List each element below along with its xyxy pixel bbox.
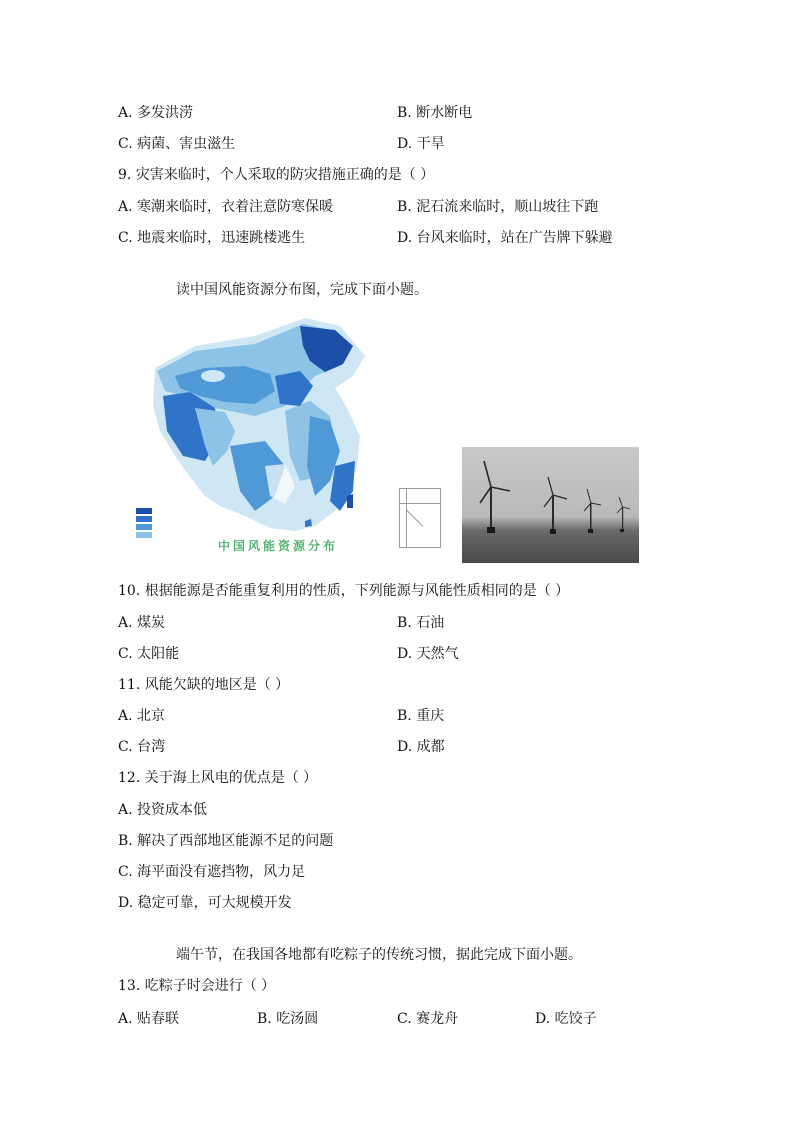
- q9-option-d: D. 台风来临时，站在广告牌下躲避: [397, 230, 613, 246]
- legend-swatch: [136, 508, 152, 514]
- q8-option-d: D. 干旱: [397, 136, 445, 152]
- q11-option-d: D. 成都: [397, 739, 445, 755]
- offshore-wind-turbines-photo: [462, 447, 639, 563]
- q8-option-c: C. 病菌、害虫滋生: [118, 136, 236, 152]
- q9-option-c: C. 地震来临时，迅速跳楼逃生: [118, 230, 306, 246]
- q10-stem: 10. 根据能源是否能重复利用的性质，下列能源与风能性质相同的是（ ）: [118, 583, 570, 599]
- q13-option-d: D. 吃饺子: [535, 1011, 597, 1027]
- q9-option-a: A. 寒潮来临时，衣着注意防寒保暖: [118, 199, 334, 215]
- wind-turbine-illustration: [462, 447, 639, 563]
- china-map-image: [135, 316, 375, 564]
- south-china-sea-inset: [399, 488, 441, 548]
- map-caption: 中国风能资源分布: [218, 539, 339, 553]
- q11-option-c: C. 台湾: [118, 739, 166, 755]
- q10-option-d: D. 天然气: [397, 646, 459, 662]
- q11-stem: 11. 风能欠缺的地区是（ ）: [118, 677, 290, 693]
- legend-swatch: [136, 524, 152, 530]
- reading-prompt-wind: 读中国风能资源分布图，完成下面小题。: [176, 282, 428, 298]
- q12-option-a: A. 投资成本低: [118, 802, 208, 818]
- reading-prompt-dragon-boat: 端午节，在我国各地都有吃粽子的传统习惯，据此完成下面小题。: [176, 947, 582, 963]
- q13-option-c: C. 赛龙舟: [397, 1011, 459, 1027]
- q8-option-a: A. 多发洪涝: [118, 105, 194, 121]
- q12-stem: 12. 关于海上风电的优点是（ ）: [118, 770, 318, 786]
- q13-option-b: B. 吃汤圆: [257, 1011, 319, 1027]
- q11-option-a: A. 北京: [118, 708, 166, 724]
- wind-energy-map: [135, 316, 375, 564]
- q11-option-b: B. 重庆: [397, 708, 445, 724]
- q10-option-a: A. 煤炭: [118, 615, 166, 631]
- q13-option-a: A. 贴春联: [118, 1011, 180, 1027]
- q10-option-b: B. 石油: [397, 615, 445, 631]
- q9-option-b: B. 泥石流来临时，顺山坡往下跑: [397, 199, 599, 215]
- q12-option-c: C. 海平面没有遮挡物，风力足: [118, 864, 306, 880]
- legend-swatch: [136, 516, 152, 522]
- q10-option-c: C. 太阳能: [118, 646, 180, 662]
- q9-stem: 9. 灾害来临时，个人采取的防灾措施正确的是（ ）: [118, 167, 435, 183]
- legend-swatch: [136, 532, 152, 538]
- map-legend: [136, 508, 152, 540]
- q12-option-b: B. 解决了西部地区能源不足的问题: [118, 833, 334, 849]
- q13-stem: 13. 吃粽子时会进行（ ）: [118, 978, 276, 994]
- q12-option-d: D. 稳定可靠，可大规模开发: [118, 895, 292, 911]
- q8-option-b: B. 断水断电: [397, 105, 473, 121]
